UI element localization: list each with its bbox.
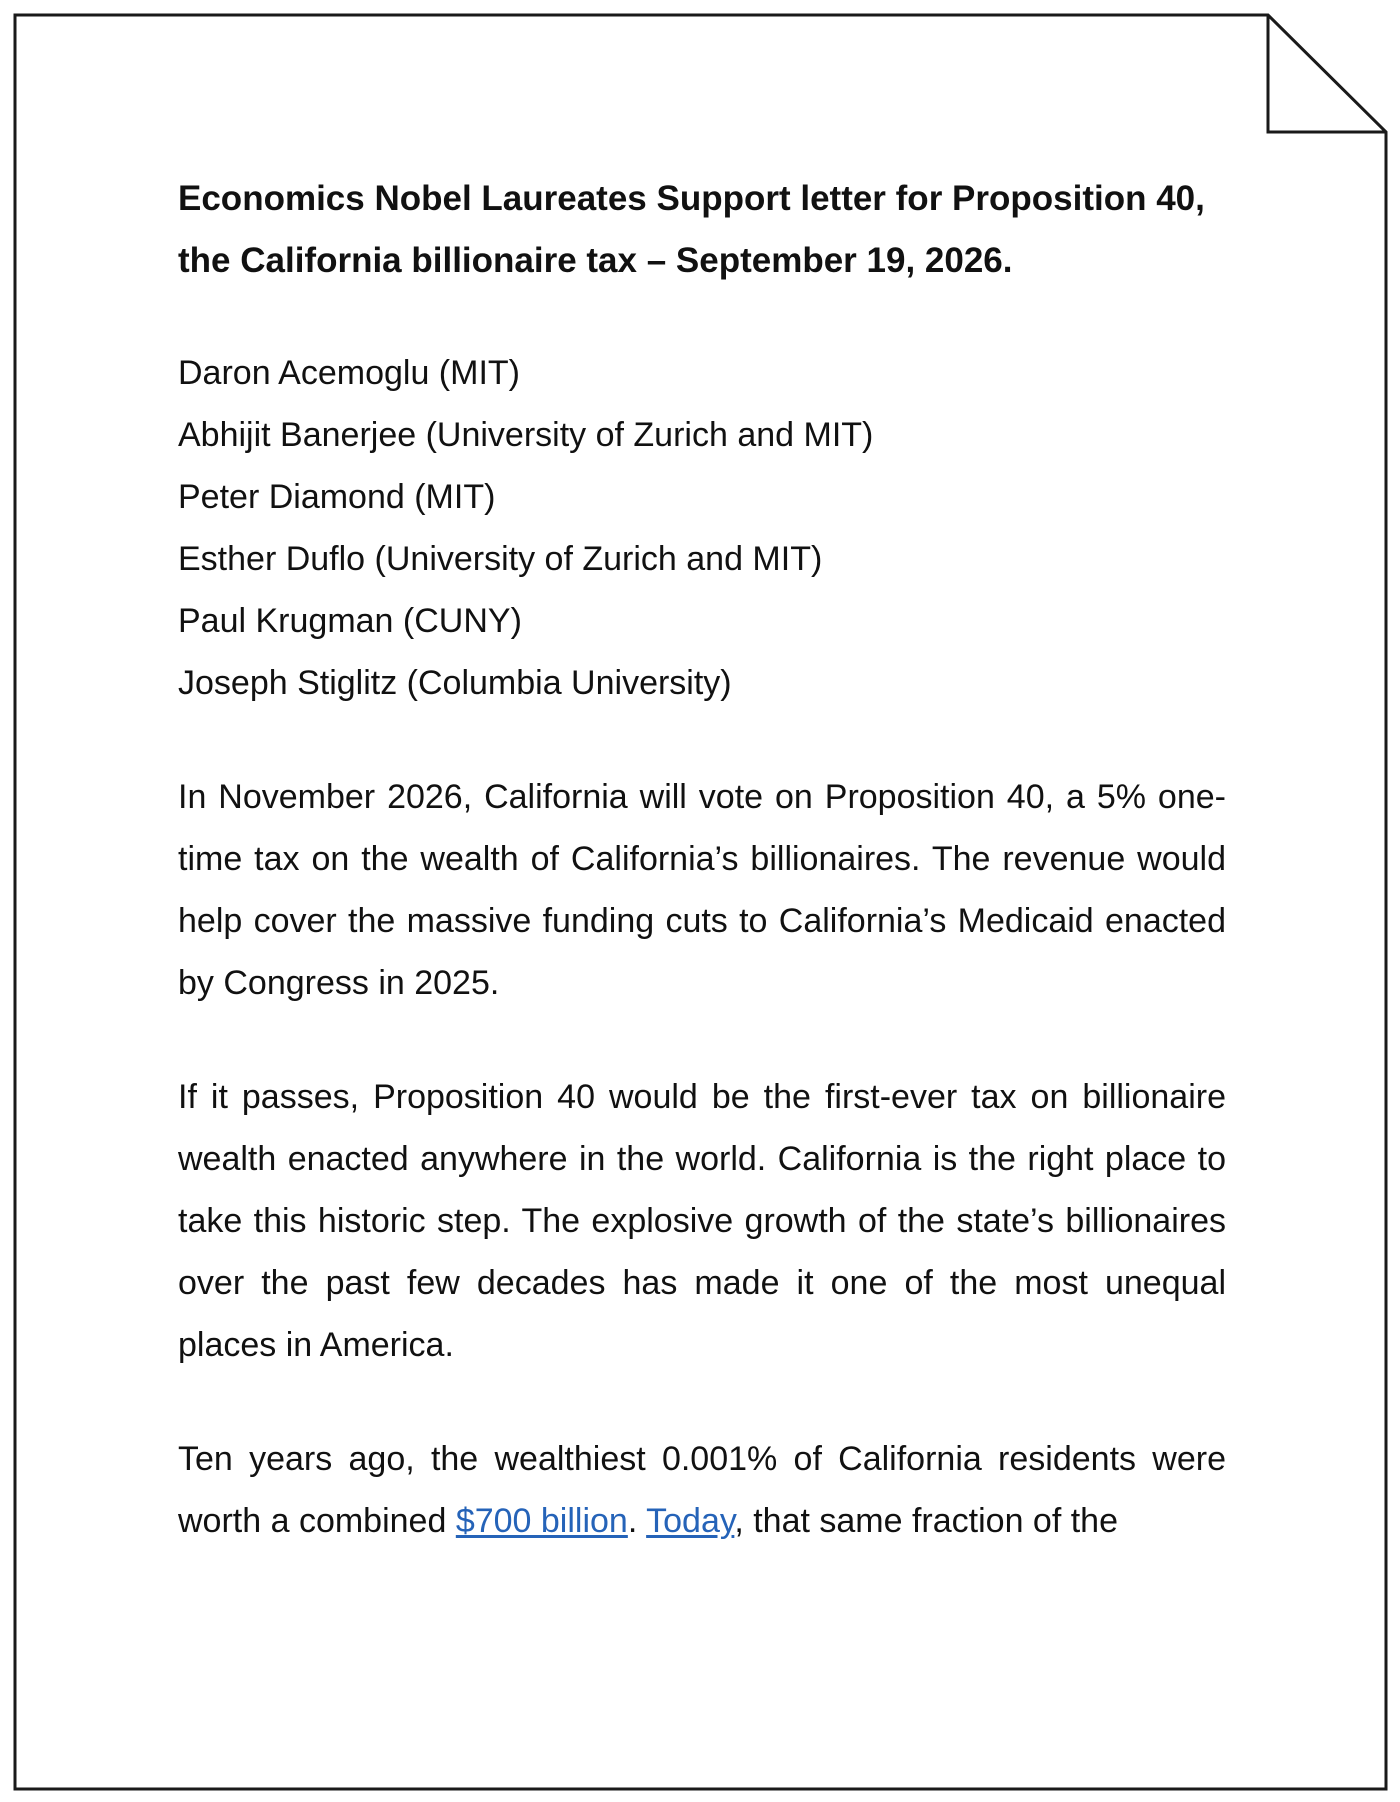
- letter-title: Economics Nobel Laureates Support letter for Proposition 40, the California billionaire tax – September 19, 2026.: [178, 179, 1205, 280]
- author-krugman: Paul Krugman (CUNY): [178, 602, 522, 640]
- author-diamond: Peter Diamond (MIT): [178, 478, 496, 516]
- paragraph-wealth-growth: [178, 1428, 1226, 1552]
- author-list: [178, 342, 1226, 714]
- link-today[interactable]: Today: [646, 1502, 735, 1540]
- link-700-billion[interactable]: $700 billion: [455, 1502, 628, 1540]
- letter-body: [178, 168, 1226, 1552]
- paragraph-vote: In November 2026, California will vote on Proposition 40, a 5% one-time tax on the wealth of California’s billionaires. The revenue would help cover the massive funding cuts to California’s Medicaid enacted by Congress in 2025.: [178, 778, 1226, 1002]
- author-duflo: Esther Duflo (University of Zurich and MIT): [178, 540, 823, 578]
- author-banerjee: Abhijit Banerjee (University of Zurich and MIT): [178, 416, 874, 454]
- paragraph-text-3: , that same fraction of the: [734, 1502, 1118, 1540]
- paragraph-first-ever-tax: If it passes, Proposition 40 would be the first-ever tax on billionaire wealth enacted anywhere in the world. California is the right place to take this historic step. The explosive growth of the state’s billionaires over the past few decades has made it one of the most unequal places in America.: [178, 1078, 1226, 1364]
- paragraph-text-2: .: [627, 1502, 647, 1540]
- author-stiglitz: Joseph Stiglitz (Columbia University): [178, 664, 732, 702]
- paragraph-text-1: Ten years ago, the wealthiest 0.001% of California residents were worth a combined: [178, 1440, 1226, 1540]
- author-acemoglu: Daron Acemoglu (MIT): [178, 354, 520, 392]
